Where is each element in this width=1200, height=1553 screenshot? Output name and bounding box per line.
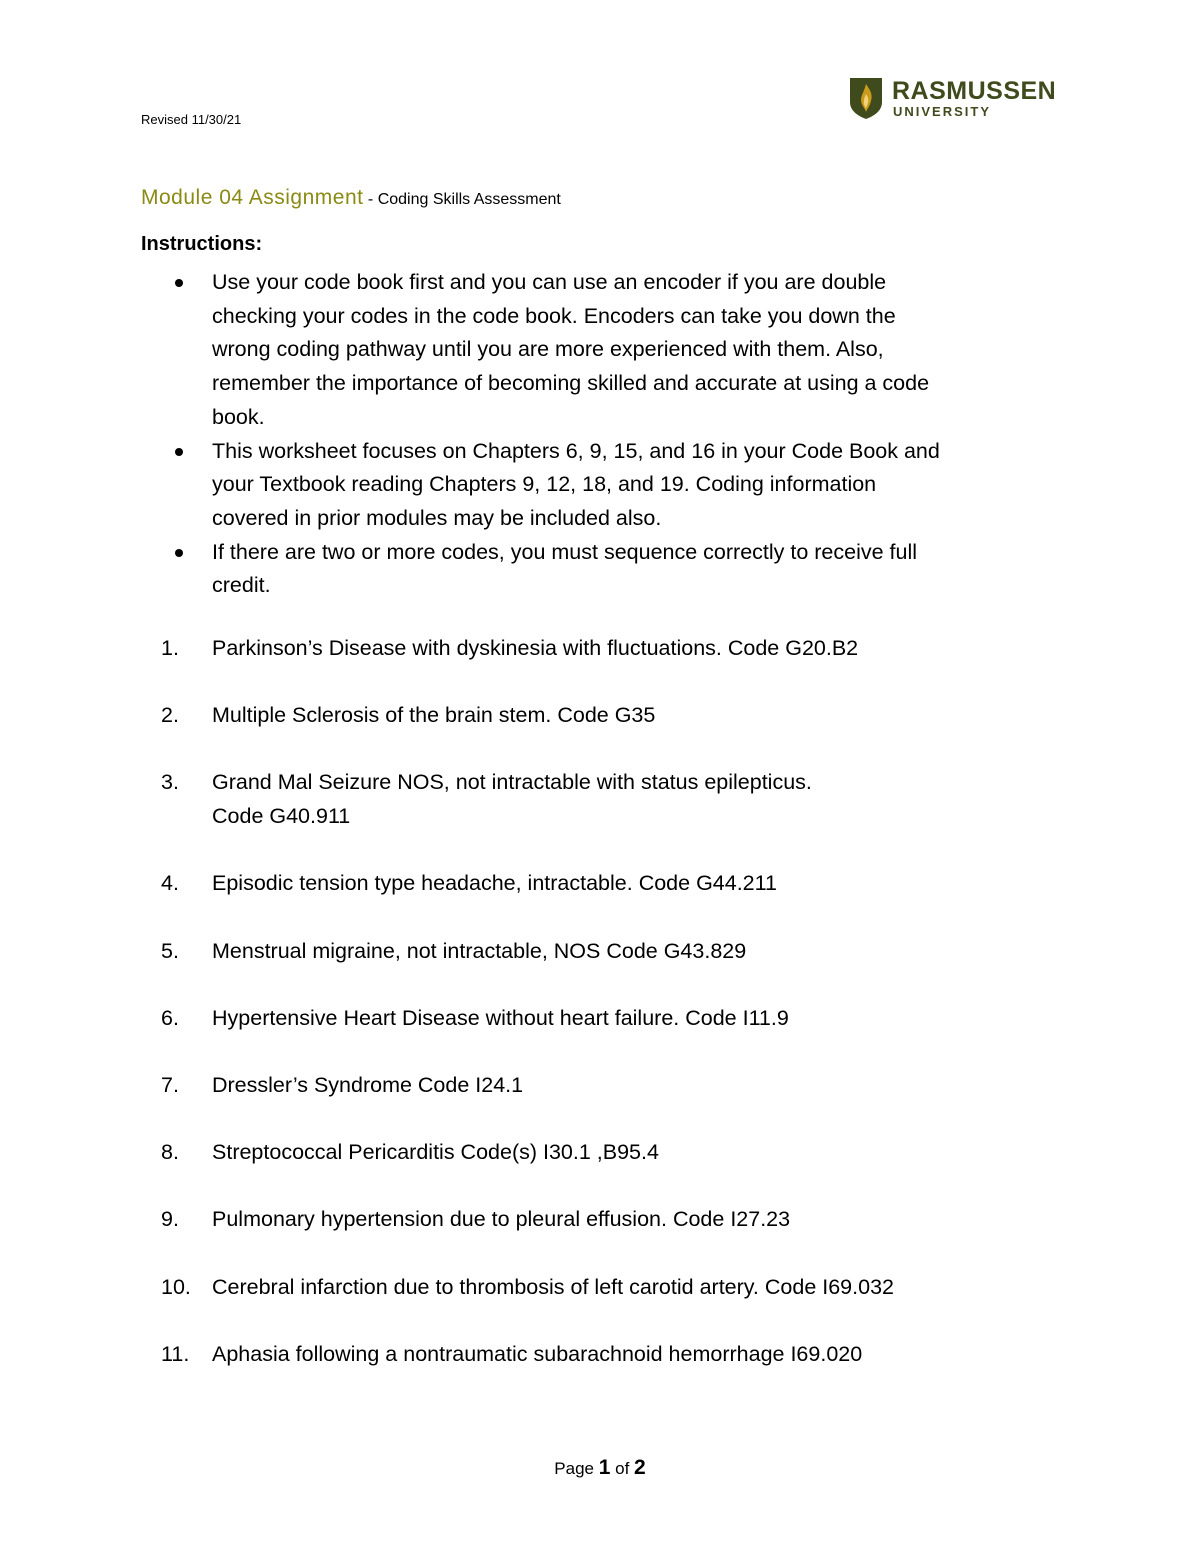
question-item xyxy=(141,1271,1101,1305)
instructions-list xyxy=(172,266,1072,603)
question-number: 4. xyxy=(161,871,179,896)
logo-wordmark: RASMUSSEN xyxy=(892,77,1057,105)
bullet-dot-icon xyxy=(175,279,183,287)
question-text: Aphasia following a nontraumatic subarachnoid hemorrhage I69.020 xyxy=(212,1341,863,1366)
question-number: 9. xyxy=(161,1207,179,1232)
question-text: Episodic tension type headache, intractable. Code G44.211 xyxy=(212,871,777,896)
question-text: Grand Mal Seizure NOS, not intractable with status epilepticus. Code G40.911 xyxy=(212,770,812,829)
question-item xyxy=(141,632,1101,666)
question-number: 3. xyxy=(161,770,179,795)
instruction-bullet xyxy=(172,266,1072,435)
instruction-text: This worksheet focuses on Chapters 6, 9, 15, and 16 in your Code Book and your Textbook reading Chapters 9, 12, 18, and 19. Coding information covered in prior modules may be included also. xyxy=(212,438,940,530)
question-number: 10. xyxy=(161,1274,191,1299)
question-item xyxy=(141,766,1101,833)
question-item xyxy=(141,1136,1101,1170)
question-text: Pulmonary hypertension due to pleural effusion. Code I27.23 xyxy=(212,1207,791,1232)
question-number: 5. xyxy=(161,938,179,963)
current-page-number: 1 xyxy=(598,1456,611,1479)
coding-questions-list xyxy=(141,632,1101,1405)
question-number: 2. xyxy=(161,703,179,728)
bullet-dot-icon xyxy=(175,549,183,557)
question-text: Cerebral infarction due to thrombosis of left carotid artery. Code I69.032 xyxy=(212,1274,894,1299)
question-number: 1. xyxy=(161,636,179,660)
question-number: 11. xyxy=(161,1341,190,1366)
question-item xyxy=(141,1002,1101,1036)
question-text: Menstrual migraine, not intractable, NOS Code G43.829 xyxy=(212,938,747,963)
module-title: Module 04 Assignment xyxy=(141,186,364,209)
bullet-dot-icon xyxy=(175,448,183,456)
question-item xyxy=(141,1069,1101,1103)
question-number: 8. xyxy=(161,1140,179,1165)
page-footer xyxy=(0,1456,1200,1480)
logo-subtitle: UNIVERSITY xyxy=(893,104,992,119)
assignment-title xyxy=(141,186,561,210)
question-text: Parkinson’s Disease with dyskinesia with fluctuations. Code G20.B2 xyxy=(212,636,859,660)
page-label: Page xyxy=(554,1459,599,1478)
assignment-subtitle: - Coding Skills Assessment xyxy=(363,191,561,208)
instruction-text: Use your code book first and you can use an encoder if you are double checking your codes in the code book. Encoders can take you down the wrong coding pathway until you are more experienced with them. Also, remember the importance of becoming skilled and accurate at using a code book. xyxy=(212,270,930,429)
revision-date: Revised 11/30/21 xyxy=(141,112,242,127)
instruction-bullet xyxy=(172,435,1072,536)
question-text: Hypertensive Heart Disease without heart failure. Code I11.9 xyxy=(212,1005,789,1030)
question-item xyxy=(141,935,1101,969)
of-label: of xyxy=(610,1459,635,1478)
question-item xyxy=(141,699,1101,733)
question-item xyxy=(141,1338,1101,1372)
question-item xyxy=(141,1203,1101,1237)
shield-flame-icon xyxy=(848,76,884,120)
rasmussen-logo xyxy=(848,76,1068,122)
question-item xyxy=(141,867,1101,901)
question-text: Streptococcal Pericarditis Code(s) I30.1 ,B95.4 xyxy=(212,1140,659,1165)
total-pages-number: 2 xyxy=(634,1456,646,1479)
question-number: 7. xyxy=(161,1072,179,1097)
question-text: Dressler’s Syndrome Code I24.1 xyxy=(212,1072,524,1097)
instruction-bullet xyxy=(172,536,1072,603)
question-number: 6. xyxy=(161,1005,179,1030)
question-text: Multiple Sclerosis of the brain stem. Code G35 xyxy=(212,703,656,728)
instruction-text: If there are two or more codes, you must sequence correctly to receive full credit. xyxy=(212,539,918,598)
instructions-heading: Instructions: xyxy=(141,233,263,255)
